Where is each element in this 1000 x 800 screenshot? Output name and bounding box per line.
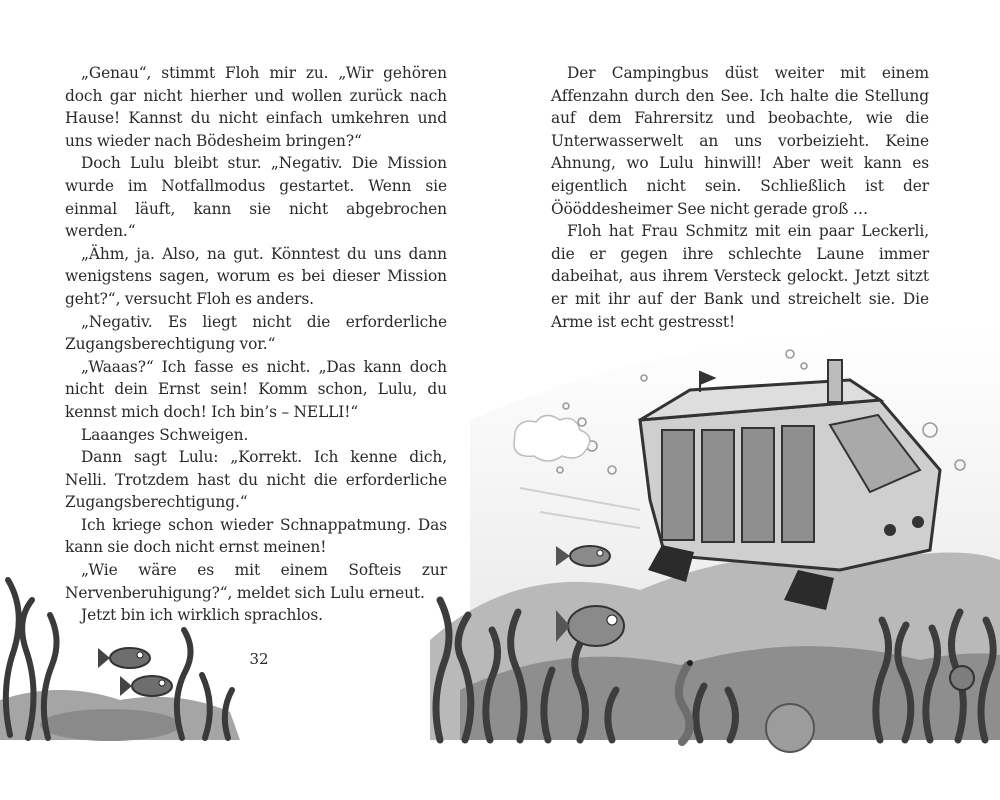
paragraph: Doch Lulu bleibt stur. „Negativ. Die Mission wurde im Notfallmodus gestartet. Wenn sie einmal läuft, kann sie nicht abgebrochen werden.“ <box>65 154 447 241</box>
eel-eye <box>687 660 693 666</box>
paragraph: „Genau“, stimmt Floh mir zu. „Wir gehören doch gar nicht hierher und wollen zurück nach Hause! Kannst du nicht einfach umkehren und uns wieder nach Bödesheim bringen?“ <box>65 64 447 150</box>
paragraph: Laaanges Schweigen. <box>81 425 249 444</box>
bus-chimney <box>828 360 842 402</box>
paragraph: „Ähm, ja. Also, na gut. Könntest du uns dann wenigstens sagen, worum es bei dieser Mission geht?“, versucht Floh es anders. <box>65 244 447 308</box>
bus-eye-right <box>912 516 924 528</box>
fish-left-1 <box>98 648 150 668</box>
snail-shell <box>950 666 974 690</box>
right-page-text <box>551 62 929 333</box>
paragraph: Ich kriege schon wieder Schnappatmung. Das kann sie doch nicht ernst meinen! <box>65 515 447 557</box>
bus-eye-left <box>884 524 896 536</box>
paragraph: „Waaas?“ Ich fasse es nicht. „Das kann doch nicht dein Ernst sein! Komm schon, Lulu, du kennst mich doch! Ich bin’s – NELLI!“ <box>65 357 447 421</box>
paragraph: Dann sagt Lulu: „Korrekt. Ich kenne dich, Nelli. Trotzdem hast du nicht die erforderliche Zugangsberechtigung.“ <box>65 448 447 512</box>
paragraph: Der Campingbus düst weiter mit einem Affenzahn durch den See. Ich halte die Stellung auf dem Fahrersitz und beobachte, wie die Unterwasserwelt an uns vorbeizieht. Keine Ahnung, wo Lulu hinwill! Aber weit kann es eigentlich nicht sein. Schließlich ist der Öööddesheimer See nicht gerade groß … <box>551 64 929 218</box>
paragraph: „Negativ. Es liegt nicht die erforderliche Zugangsberechtigung vor.“ <box>65 312 447 354</box>
paragraph: Floh hat Frau Schmitz mit ein paar Leckerli, die er gegen ihre schlechte Laune immer dabeihat, aus ihrem Versteck gelockt. Jetzt sitzt er mit ihr auf der Bank und streichelt sie. Die Arme ist echt gestresst! <box>551 222 929 331</box>
coral <box>766 704 814 752</box>
rock <box>40 709 180 741</box>
fish-left-2 <box>120 676 172 696</box>
paragraph: „Wie wäre es mit einem Softeis zur Nervenberuhigung?“, meldet sich Lulu erneut. <box>65 561 447 602</box>
left-page-text <box>65 62 447 627</box>
page-number: 32 <box>249 650 269 668</box>
paragraph: Jetzt bin ich wirklich sprachlos. <box>81 606 323 625</box>
